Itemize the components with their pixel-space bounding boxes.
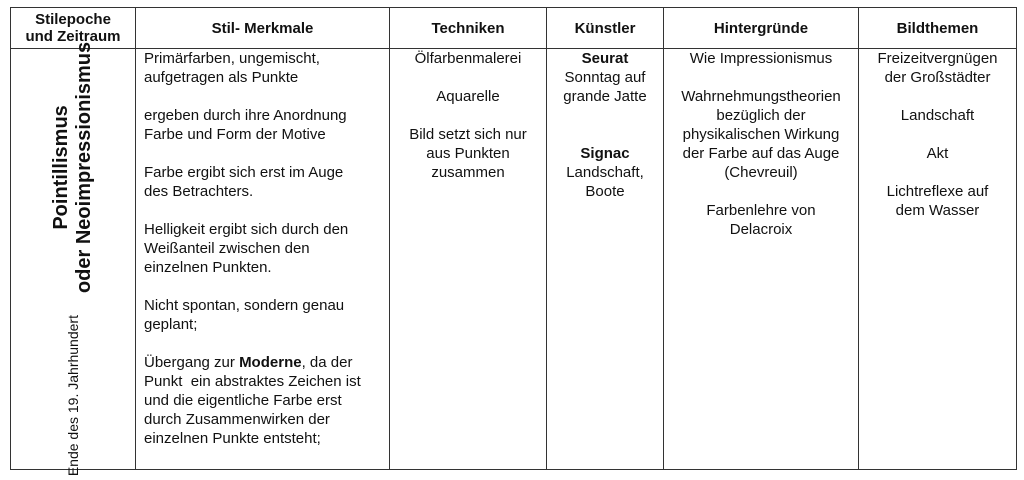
- header-themes: Bildthemen: [859, 8, 1017, 49]
- feature-item: [144, 353, 383, 448]
- background-line: bezüglich der: [716, 107, 806, 124]
- theme-line: der Großstädter: [884, 69, 991, 86]
- epoch-rotated-block: [50, 42, 96, 476]
- techniques-cell: [390, 49, 547, 470]
- artist-name: Signac: [580, 145, 630, 162]
- features-cell: [136, 49, 390, 470]
- background-line: Wie Impressionismus: [689, 50, 833, 67]
- feature-line: aufgetragen als Punkte: [144, 69, 299, 86]
- art-epoch-table: [10, 7, 1017, 477]
- epoch-row: [11, 49, 1017, 470]
- technique-item: [394, 87, 542, 106]
- artist-item: [551, 49, 659, 106]
- header-epoch-line2: und Zeitraum: [25, 28, 121, 45]
- feature-text: , da der: [301, 354, 353, 371]
- feature-keyword: Moderne: [239, 354, 302, 371]
- background-line: physikalischen Wirkung: [682, 126, 840, 143]
- artist-work-line: Boote: [585, 183, 625, 200]
- background-item: [668, 87, 854, 182]
- theme-item: [863, 49, 1012, 87]
- header-techniques: Techniken: [390, 8, 547, 49]
- background-line: Delacroix: [729, 221, 793, 238]
- feature-text: Übergang zur: [144, 354, 240, 371]
- feature-line: Primärfarben, ungemischt,: [144, 50, 320, 67]
- theme-item: [863, 144, 1012, 163]
- feature-line: geplant;: [144, 316, 198, 333]
- technique-line: aus Punkten: [426, 145, 510, 162]
- epoch-title-line1: Pointillismus: [50, 105, 72, 230]
- header-row: [11, 8, 1017, 49]
- feature-line: Nicht spontan, sondern genau: [144, 297, 345, 314]
- theme-item: [863, 106, 1012, 125]
- feature-line: Weißanteil zwischen den: [144, 240, 310, 257]
- epoch-title: [50, 42, 96, 293]
- background-item: [668, 201, 854, 239]
- theme-item: [863, 182, 1012, 220]
- feature-line: Punkt ein abstraktes Zeichen ist: [144, 373, 361, 390]
- feature-item: [144, 220, 383, 277]
- background-cell: [664, 49, 859, 470]
- themes-cell: [859, 49, 1017, 470]
- background-line: Wahrnehmungstheorien: [681, 88, 841, 105]
- artists-cell: [547, 49, 664, 470]
- theme-line: dem Wasser: [895, 202, 980, 219]
- technique-line: Bild setzt sich nur: [409, 126, 527, 143]
- theme-line: Freizeitvergnügen: [877, 50, 998, 67]
- technique-line: Ölfarbenmalerei: [414, 50, 522, 67]
- header-artists: Künstler: [547, 8, 664, 49]
- feature-line: ergeben durch ihre Anordnung: [144, 107, 347, 124]
- epoch-title-line2: oder Neoimpressionismus: [73, 41, 95, 294]
- artist-item: [551, 144, 659, 201]
- technique-line: Aquarelle: [436, 88, 500, 105]
- background-item: [668, 49, 854, 68]
- theme-line: Lichtreflexe auf: [886, 183, 989, 200]
- feature-line: des Betrachters.: [144, 183, 254, 200]
- feature-item: [144, 163, 383, 201]
- theme-line: Akt: [926, 145, 949, 162]
- header-epoch-line1: Stilepoche: [35, 11, 111, 28]
- header-background: Hintergründe: [664, 8, 859, 49]
- artist-work-line: grande Jatte: [563, 88, 647, 105]
- feature-item: [144, 49, 383, 87]
- header-features: Stil- Merkmale: [136, 8, 390, 49]
- feature-line: durch Zusammenwirken der: [144, 411, 330, 428]
- feature-line: und die eigentliche Farbe erst: [144, 392, 342, 409]
- artist-work-line: Landschaft,: [566, 164, 644, 181]
- technique-line: zusammen: [431, 164, 505, 181]
- feature-line: einzelnen Punkten.: [144, 259, 272, 276]
- theme-line: Landschaft: [900, 107, 975, 124]
- technique-item: [394, 125, 542, 182]
- technique-item: [394, 49, 542, 68]
- feature-line: Farbe ergibt sich erst im Auge: [144, 164, 344, 181]
- feature-line: Farbe und Form der Motive: [144, 126, 326, 143]
- feature-line: Helligkeit ergibt sich durch den: [144, 221, 349, 238]
- artist-name: Seurat: [581, 50, 629, 67]
- feature-line: einzelnen Punkte entsteht;: [144, 430, 321, 447]
- feature-item: [144, 296, 383, 334]
- epoch-period: Ende des 19. Jahrhundert: [65, 315, 81, 477]
- background-line: der Farbe auf das Auge: [682, 145, 840, 162]
- background-line: (Chevreuil): [724, 164, 798, 181]
- epoch-cell: [11, 41, 136, 477]
- background-line: Farbenlehre von: [706, 202, 816, 219]
- artist-work-line: Sonntag auf: [564, 69, 646, 86]
- feature-line: [144, 353, 383, 372]
- feature-item: [144, 106, 383, 144]
